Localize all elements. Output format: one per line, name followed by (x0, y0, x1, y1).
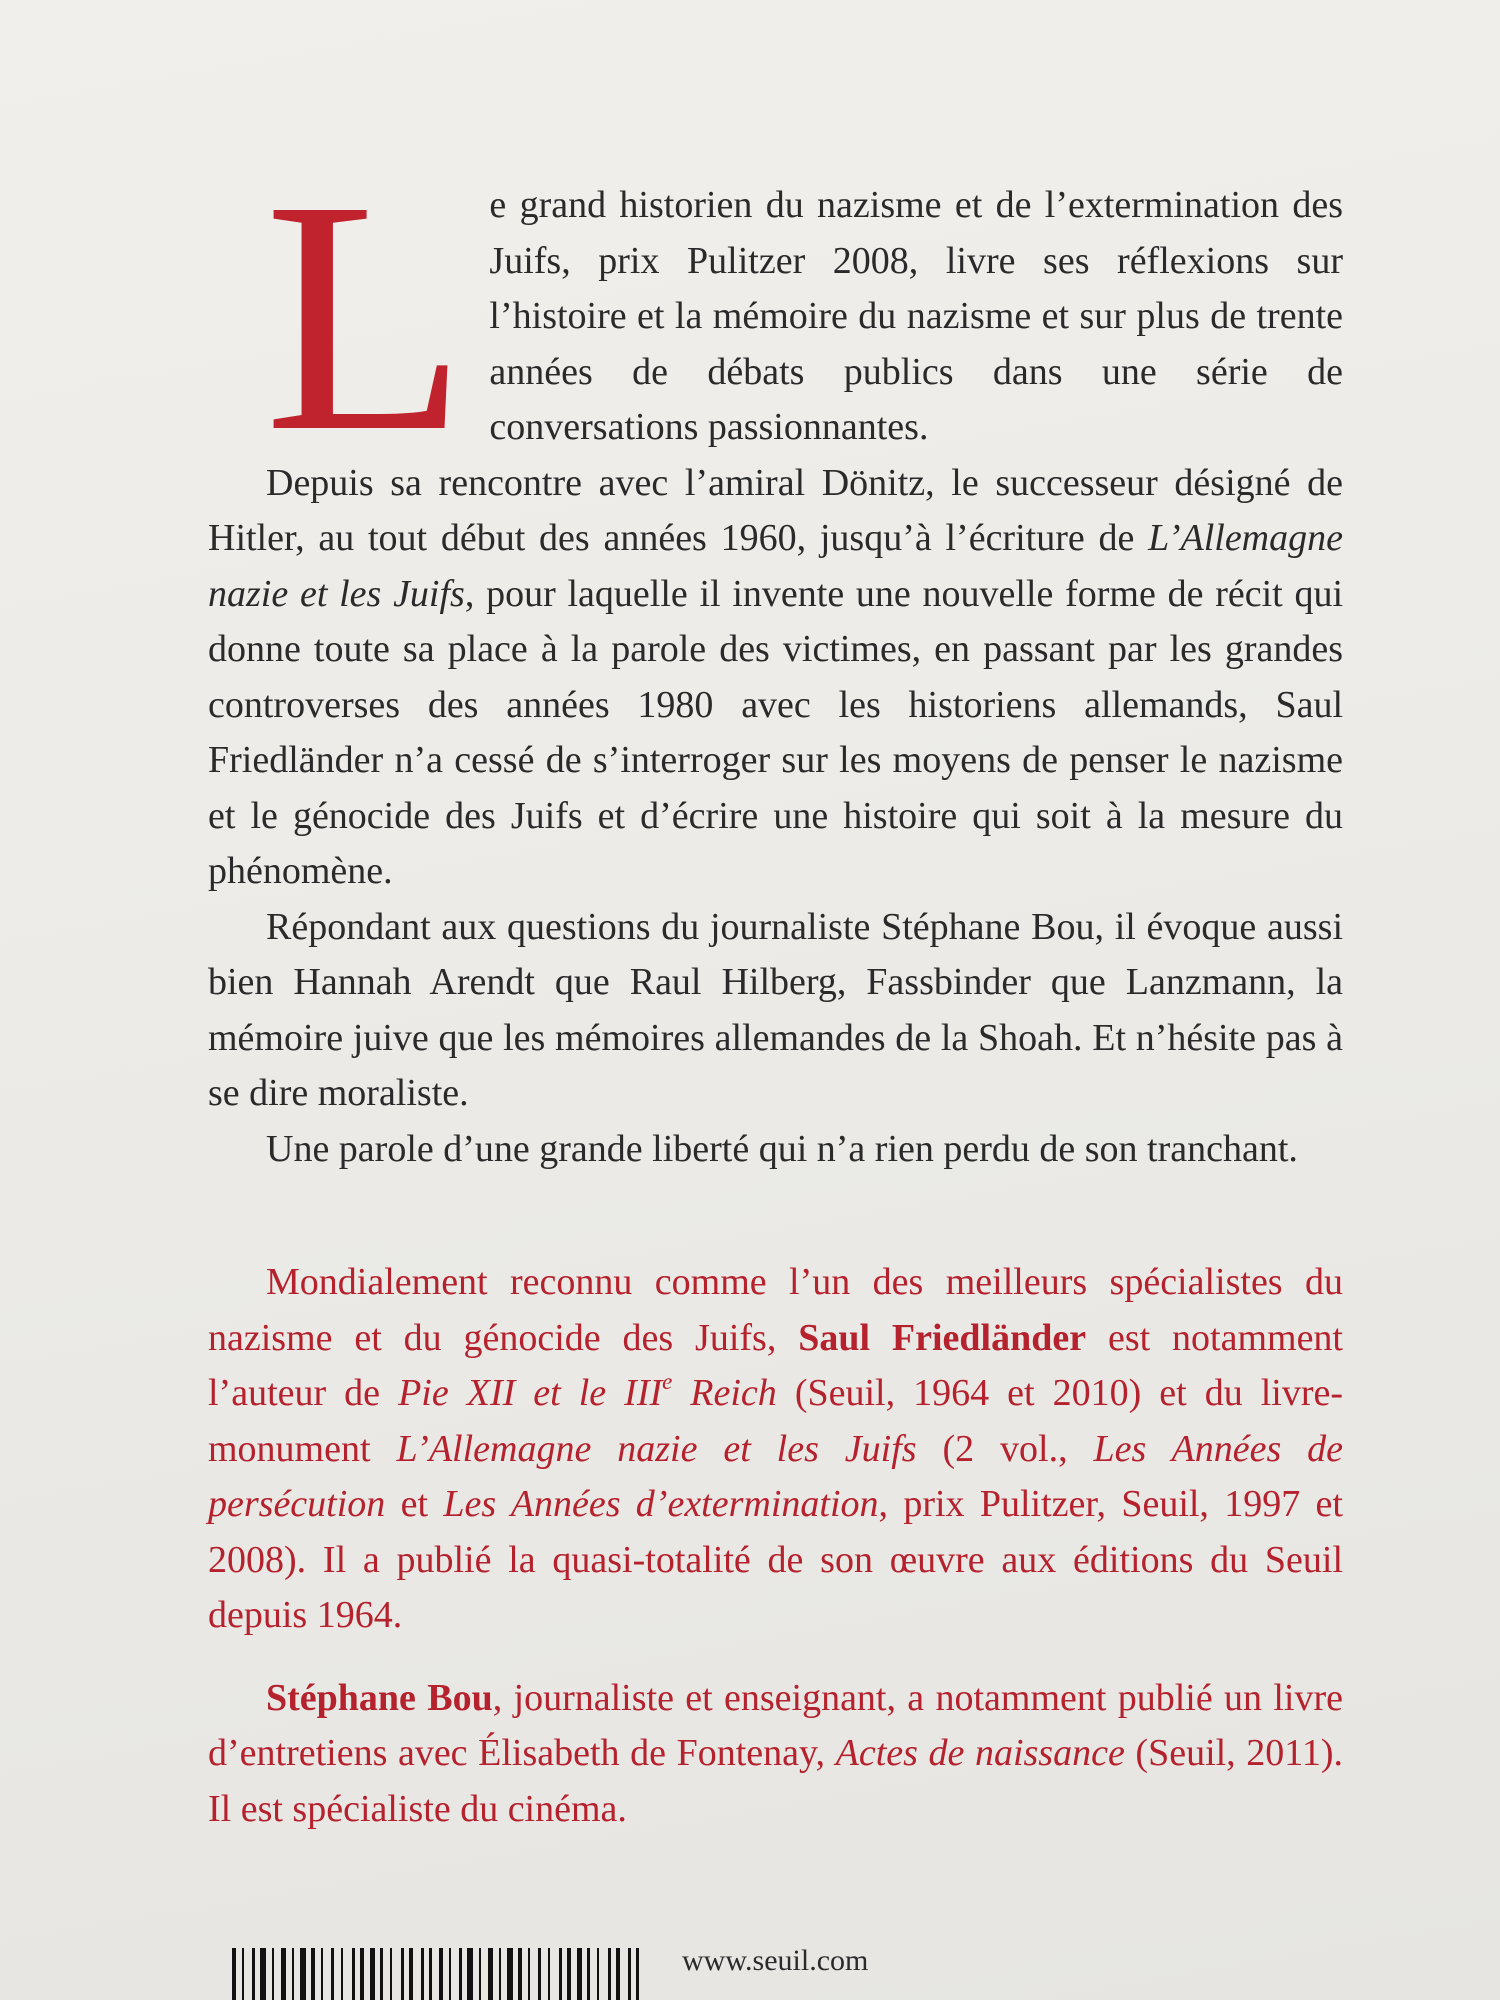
barcode-bar (352, 1948, 355, 2000)
barcode-bar (429, 1948, 432, 2000)
bio-bou: Stéphane Bou, journaliste et enseignant, a notamment publié un livre d’entretiens avec Élisabeth de Fontenay, Actes de naissance (Seuil, 2011). Il est spécialiste du cinéma. (208, 1676, 1344, 1830)
barcode-bar (587, 1948, 590, 2000)
barcode-bar (479, 1948, 481, 2000)
paragraph-career: Depuis sa rencontre avec l’amiral Dönitz, le successeur désigné de Hitler, au tout début des années 1960, jusqu’à l’écriture de L’Allemagne nazie et les Juifs, pour laquelle il invente une nouvelle forme de récit qui donne toute sa place à la parole des victimes, en passant par les grandes controverses des années 1980 avec les historiens allemands, Saul Friedländer n’a cessé de s’interroger sur les moyens de penser le nazisme et le génocide des Juifs et d’écrire une histoire qui soit à la mesure du phénomène. (208, 461, 1343, 892)
barcode-bar (488, 1948, 493, 2000)
barcode-bar (439, 1948, 443, 2000)
barcode-bar (507, 1948, 513, 2000)
barcode-bar (300, 1948, 306, 2000)
barcode (232, 1948, 652, 2000)
barcode-bar (281, 1948, 286, 2000)
blurb-text (208, 132, 1343, 1177)
book-title: L’Allemagne nazie et les Juifs (396, 1427, 917, 1470)
barcode-bar (608, 1948, 611, 2000)
author-bios (208, 1255, 1343, 1837)
barcode-bar (292, 1948, 294, 2000)
author-name: Saul Friedländer (798, 1316, 1087, 1359)
barcode-bar (577, 1948, 582, 2000)
barcode-bar (272, 1948, 274, 2000)
barcode-bar (409, 1948, 413, 2000)
intro-paragraph (208, 132, 1343, 501)
volume-title: Les Années d’extermination (443, 1483, 879, 1525)
barcode-bar (548, 1948, 550, 2000)
barcode-bar (628, 1948, 631, 2000)
barcode-bar (597, 1948, 599, 2000)
barcode-bar (616, 1948, 620, 2000)
author-name: Stéphane Bou (266, 1676, 493, 1719)
barcode-bar (360, 1948, 364, 2000)
barcode-bar (449, 1948, 451, 2000)
barcode-bar (636, 1948, 639, 2000)
barcode-bar (370, 1948, 375, 2000)
barcode-bar (538, 1948, 541, 2000)
barcode-bar (467, 1948, 473, 2000)
book-title: Actes de naissance (835, 1732, 1125, 1774)
barcode-bar (518, 1948, 522, 2000)
barcode-bar (311, 1948, 315, 2000)
barcode-bar (567, 1948, 571, 2000)
barcode-bar (528, 1948, 530, 2000)
barcode-bar (559, 1948, 562, 2000)
barcode-bar (321, 1948, 323, 2000)
volume-title: Les Années de persécution (208, 1427, 1344, 1525)
drop-cap-letter: L (264, 132, 468, 501)
barcode-bar (380, 1948, 383, 2000)
barcode-bar (390, 1948, 392, 2000)
paragraph-interview: Répondant aux questions du journaliste Stéphane Bou, il évoque aussi bien Hannah Arendt que Raul Hilberg, Fassbinder que Lanzmann, la mémoire juive que les mémoires allemandes de la Shoah. Et n’hésite pas à se dire moraliste. (208, 905, 1343, 1114)
barcode-bar (260, 1948, 266, 2000)
book-title: L’Allemagne nazie et les Juifs (208, 517, 1343, 615)
barcode-bar (499, 1948, 501, 2000)
barcode-bar (459, 1948, 462, 2000)
intro-text: e grand historien du nazisme et de l’extermination des Juifs, prix Pulitzer 2008, livre ses réflexions sur l’histoire et la mémoire du nazisme et sur plus de trente années de débats publics dans une série de conversations passionnantes. (489, 184, 1343, 448)
barcode-bar (232, 1948, 236, 2000)
barcode-bar (341, 1948, 343, 2000)
bio-friedlander: Mondialement reconnu comme l’un des meilleurs spécialistes du nazisme et du génocide des Juifs, Saul Friedländer est notamment l’auteur de Pie XII et le IIIe Reich (Seuil, 1964 et 2010) et du livre-monument L’Allemagne nazie et les Juifs (2 vol., Les Années de persécution et Les Années d’extermination, prix Pulitzer, Seuil, 1997 et 2008). Il a publié la quasi-totalité de son œuvre aux éditions du Seuil depuis 1964. (208, 1261, 1344, 1636)
publisher-url[interactable]: www.seuil.com (682, 1944, 869, 1977)
barcode-bar (421, 1948, 424, 2000)
book-title: Pie XII et le IIIe Reich (398, 1369, 777, 1414)
barcode-bar (401, 1948, 404, 2000)
paragraph-summary: Une parole d’une grande liberté qui n’a rien perdu de son tranchant. (266, 1127, 1298, 1170)
barcode-bar (252, 1948, 255, 2000)
barcode-bar (331, 1948, 334, 2000)
barcode-bar (242, 1948, 244, 2000)
